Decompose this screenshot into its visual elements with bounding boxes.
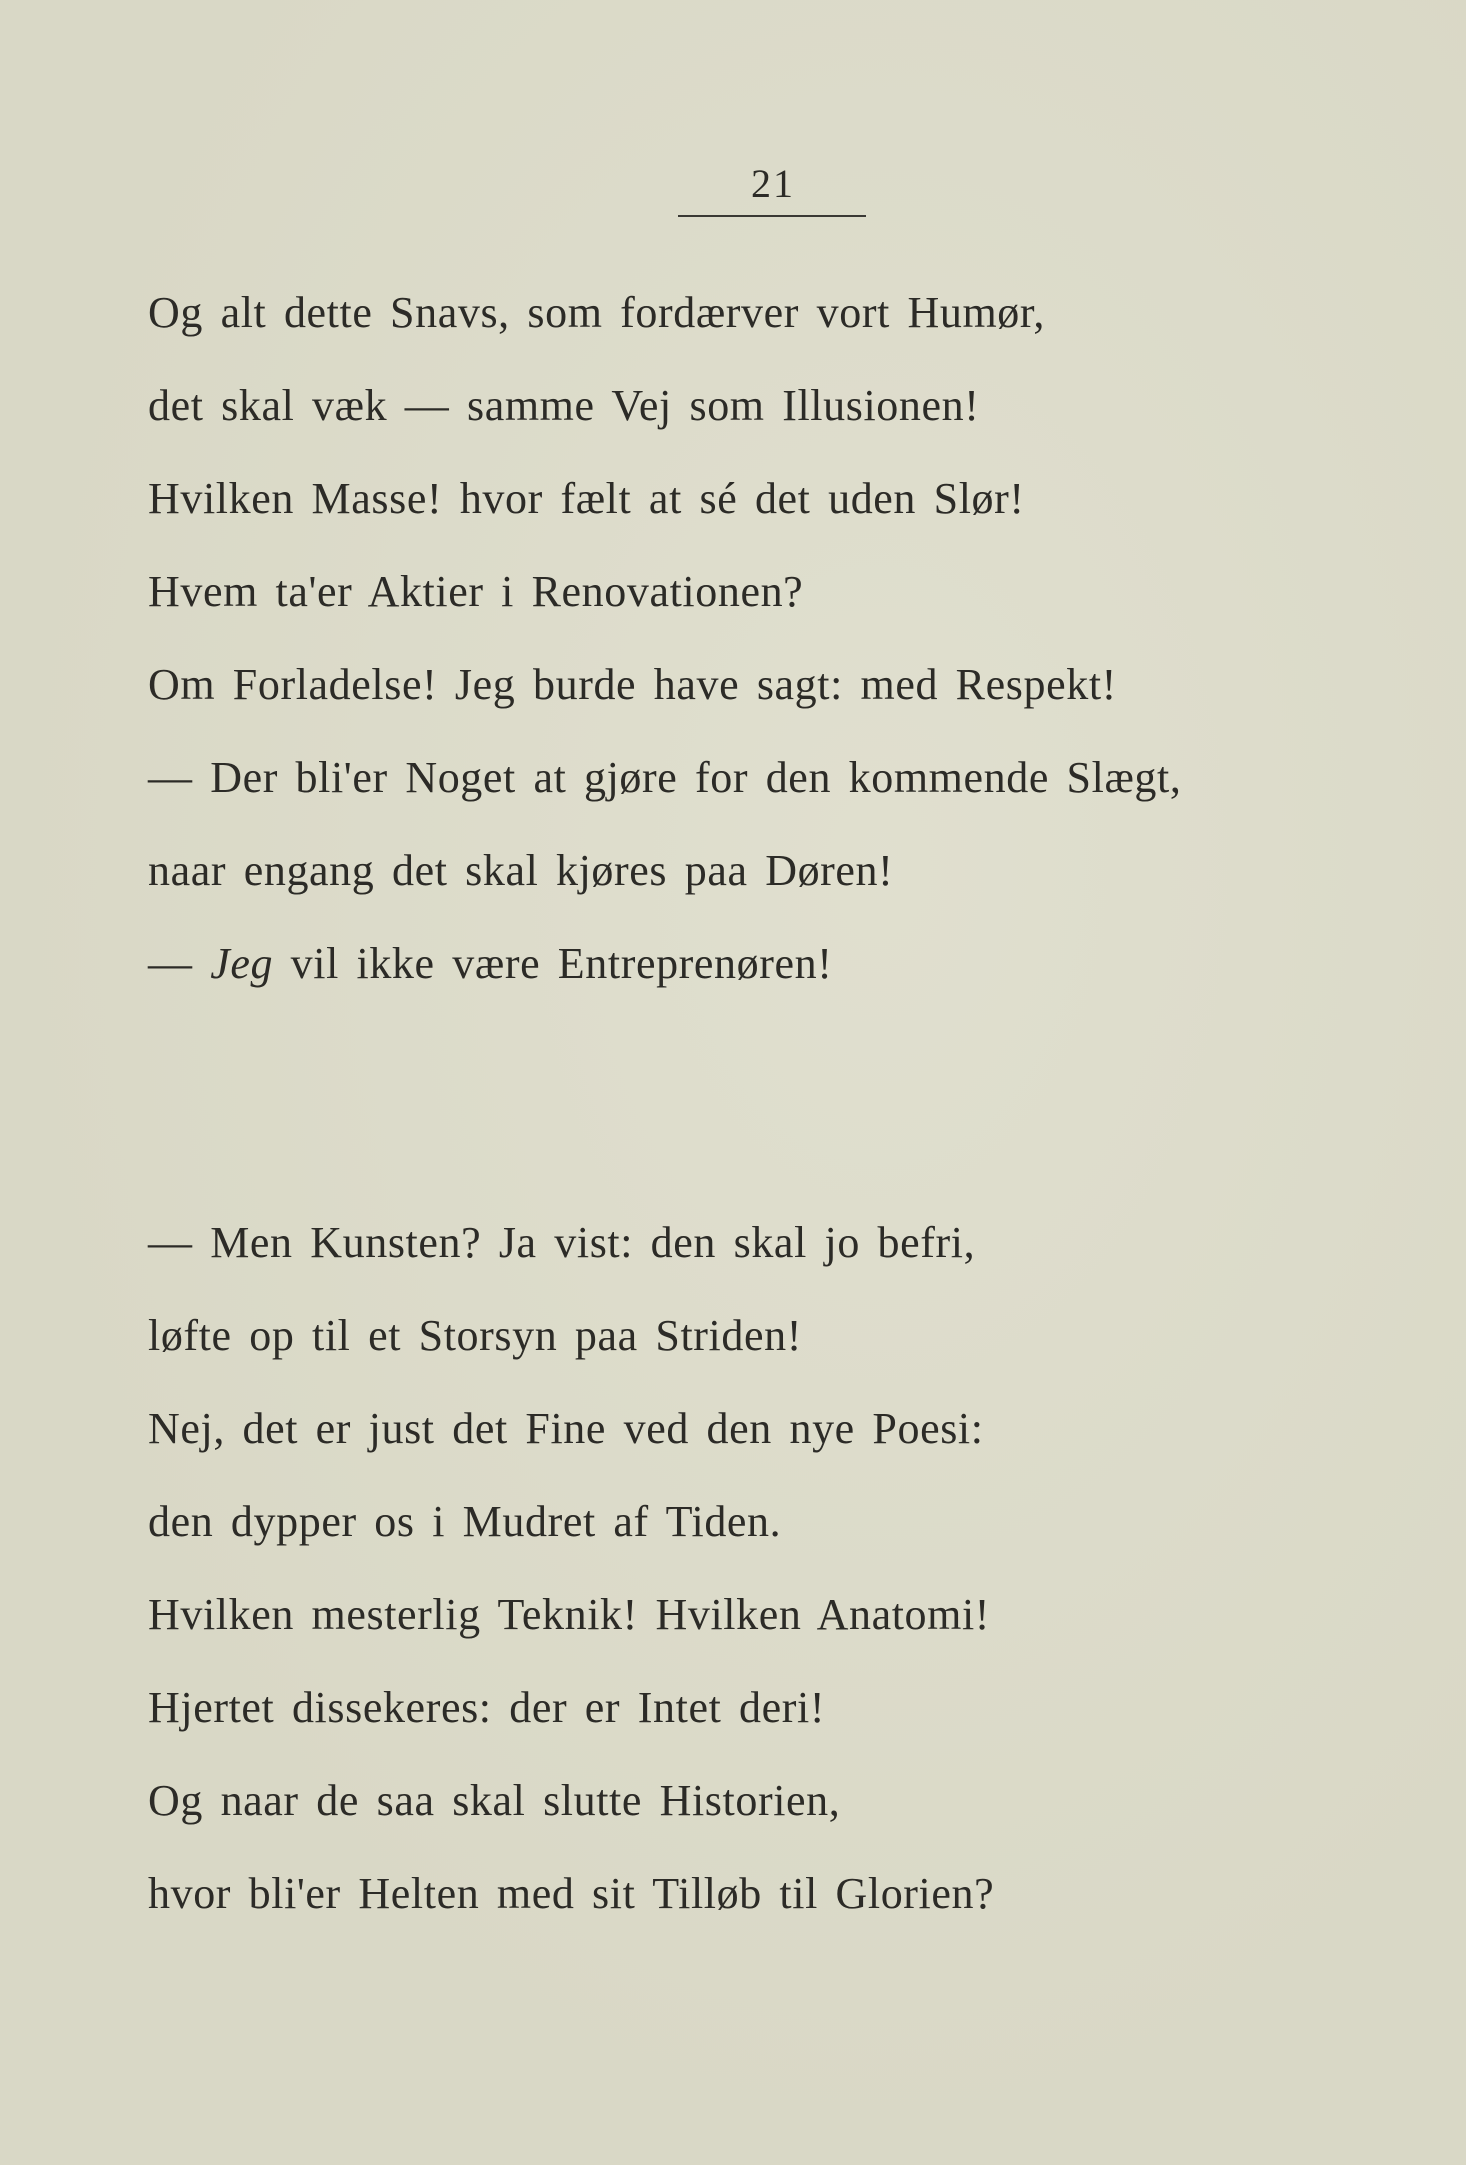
verse-line: løfte op til et Storsyn paa Striden! — [148, 1311, 802, 1360]
verse-line-last — [148, 936, 1181, 1029]
verse-line: hvor bli'er Helten med sit Tilløb til Glorien? — [148, 1869, 995, 1918]
stanza-1 — [148, 285, 1181, 1029]
page-number: 21 — [751, 161, 795, 206]
page-number-rule — [678, 215, 866, 217]
line-rest: vil ikke være Entreprenøren! — [273, 939, 833, 988]
verse-line: naar engang det skal kjøres paa Døren! — [148, 846, 894, 895]
italic-word: Jeg — [210, 939, 274, 988]
verse-line: den dypper os i Mudret af Tiden. — [148, 1497, 782, 1546]
verse-line: Hvilken mesterlig Teknik! Hvilken Anatomi! — [148, 1590, 991, 1639]
verse-line: Hvem ta'er Aktier i Renovationen? — [148, 567, 804, 616]
verse-line: Nej, det er just det Fine ved den nye Poesi: — [148, 1404, 984, 1453]
verse-line: Om Forladelse! Jeg burde have sagt: med Respekt! — [148, 660, 1117, 709]
verse-line: Hjertet dissekeres: der er Intet deri! — [148, 1683, 826, 1732]
verse-line: Hvilken Masse! hvor fælt at sé det uden Slør! — [148, 474, 1025, 523]
verse-line: — Men Kunsten? Ja vist: den skal jo befri, — [148, 1218, 976, 1267]
verse-line: — Der bli'er Noget at gjøre for den kommende Slægt, — [148, 753, 1182, 802]
verse-line: Og alt dette Snavs, som fordærver vort Humør, — [148, 288, 1045, 337]
stanza-2 — [148, 1215, 994, 1959]
dash-prefix: — — [148, 939, 211, 988]
verse-line: Og naar de saa skal slutte Historien, — [148, 1776, 841, 1825]
verse-line: det skal væk — samme Vej som Illusionen! — [148, 381, 980, 430]
